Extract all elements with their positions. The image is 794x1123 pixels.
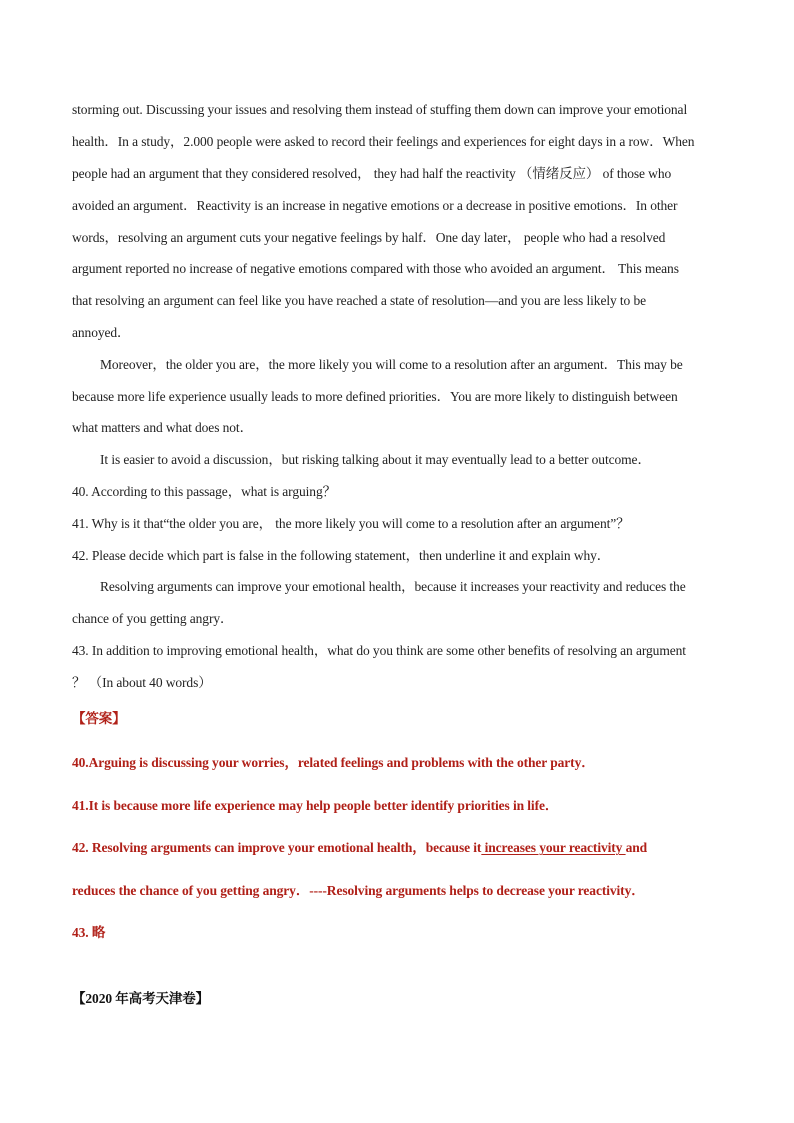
question-43: ？ （In about 40 words） — [72, 675, 212, 690]
passage-line: avoided an argument．Reactivity is an increase in negative emotions or a decrease in positive emotions．In other — [72, 198, 678, 213]
question-42: 42. Please decide which part is false in the following statement，then underline it and explain why． — [72, 548, 611, 563]
answer-41: 41.It is because more life experience may help people better identify priorities in life． — [72, 798, 559, 813]
passage-line: words，resolving an argument cuts your negative feelings by half．One day later， people who had a resolved — [72, 230, 666, 245]
question-43: 43. In addition to improving emotional health，what do you think are some other benefits of resolving an argument — [72, 643, 686, 658]
answer-43: 43. 略 — [72, 925, 106, 940]
question-42-statement: Resolving arguments can improve your emotional health，because it increases your reactivity and reduces the — [100, 579, 686, 594]
passage-line: argument reported no increase of negative emotions compared with those who avoided an argument． This means — [72, 261, 679, 276]
answer-42-text-end: and — [625, 840, 648, 855]
question-42-statement: chance of you getting angry． — [72, 611, 234, 626]
answer-40: 40.Arguing is discussing your worries，related feelings and problems with the other party． — [72, 755, 595, 770]
answer-42-line2: reduces the chance of you getting angry．----Resolving arguments helps to decrease your reactivity． — [72, 883, 645, 898]
question-40: 40. According to this passage，what is arguing？ — [72, 484, 336, 499]
source-label: 【2020 年高考天津卷】 — [72, 991, 210, 1006]
passage-line: annoyed． — [72, 325, 131, 340]
passage-line: health．In a study，2.000 people were asked to record their feelings and experiences for eight days in a row．When — [72, 134, 695, 149]
passage-line: It is easier to avoid a discussion，but risking talking about it may eventually lead to a better outcome． — [100, 452, 651, 467]
passage-line: what matters and what does not． — [72, 420, 253, 435]
question-41: 41. Why is it that“the older you are， the more likely you will come to a resolution after an argument”？ — [72, 516, 630, 531]
passage-line: that resolving an argument can feel like you have reached a state of resolution—and you are less likely to be — [72, 293, 647, 308]
passage-line: Moreover，the older you are，the more likely you will come to a resolution after an argument．This may be — [100, 357, 683, 372]
passage-line: storming out. Discussing your issues and resolving them instead of stuffing them down can improve your emotional — [72, 102, 688, 117]
answer-heading: 【答案】 — [72, 711, 126, 726]
passage-line: people had an argument that they considered resolved， they had half the reactivity （情绪反应） of those who — [72, 166, 672, 181]
answer-42 — [72, 838, 732, 858]
passage-line: because more life experience usually leads to more defined priorities．You are more likely to distinguish between — [72, 389, 678, 404]
answer-42-underlined: increases your reactivity — [481, 840, 626, 855]
answer-42-text: 42. Resolving arguments can improve your emotional health，because it — [72, 840, 482, 855]
